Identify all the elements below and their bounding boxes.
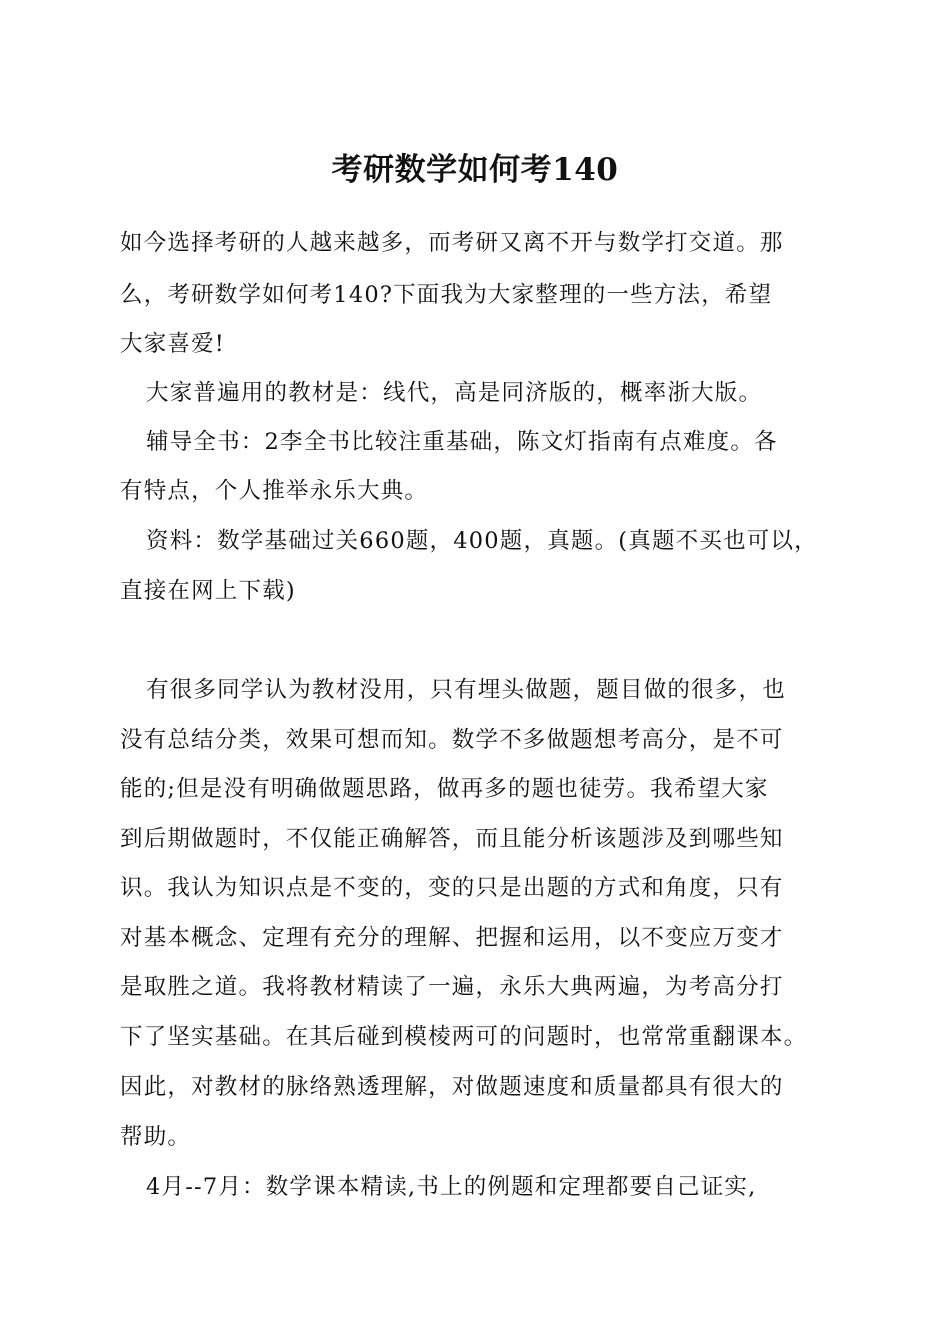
paragraph-line: 没有总结分类，效果可想而知。数学不多做题想考高分，是不可	[120, 727, 784, 753]
paragraph-line: 下了坚实基础。在其后碰到模棱两可的问题时，也常常重翻课本。	[120, 1024, 808, 1050]
paragraph-line: 么，考研数学如何考140?下面我为大家整理的一些方法，希望	[120, 282, 773, 308]
paragraph-line: 大家喜爱!	[120, 331, 226, 357]
paragraph-line: 资料：数学基础过关660题，400题，真题。(真题不买也可以，	[146, 528, 818, 554]
paragraph-line: 能的;但是没有明确做题思路，做再多的题也徒劳。我希望大家	[120, 776, 769, 802]
paragraph-line: 到后期做题时，不仅能正确解答，而且能分析该题涉及到哪些知	[120, 826, 784, 852]
page-title: 考研数学如何考140	[331, 152, 619, 188]
paragraph-line: 4月--7月：数学课本精读,书上的例题和定理都要自己证实,	[146, 1174, 757, 1200]
paragraph-line: 因此，对教材的脉络熟透理解，对做题速度和质量都具有很大的	[120, 1074, 784, 1100]
paragraph-line: 大家普遍用的教材是：线代，高是同济版的，概率浙大版。	[146, 380, 763, 406]
paragraph-line: 是取胜之道。我将教材精读了一遍，永乐大典两遍，为考高分打	[120, 974, 784, 1000]
paragraph-line: 辅导全书：2李全书比较注重基础，陈文灯指南有点难度。各	[146, 429, 778, 455]
paragraph-line: 识。我认为知识点是不变的，变的只是出题的方式和角度，只有	[120, 875, 784, 901]
paragraph-line: 如今选择考研的人越来越多，而考研又离不开与数学打交道。那	[120, 230, 784, 256]
paragraph-line: 有特点，个人推举永乐大典。	[120, 478, 429, 504]
paragraph-line: 直接在网上下载)	[120, 578, 296, 604]
paragraph-line: 对基本概念、定理有充分的理解、把握和运用，以不变应万变才	[120, 925, 784, 951]
paragraph-line: 有很多同学认为教材没用，只有埋头做题，题目做的很多，也	[146, 677, 786, 703]
paragraph-line: 帮助。	[120, 1124, 192, 1150]
